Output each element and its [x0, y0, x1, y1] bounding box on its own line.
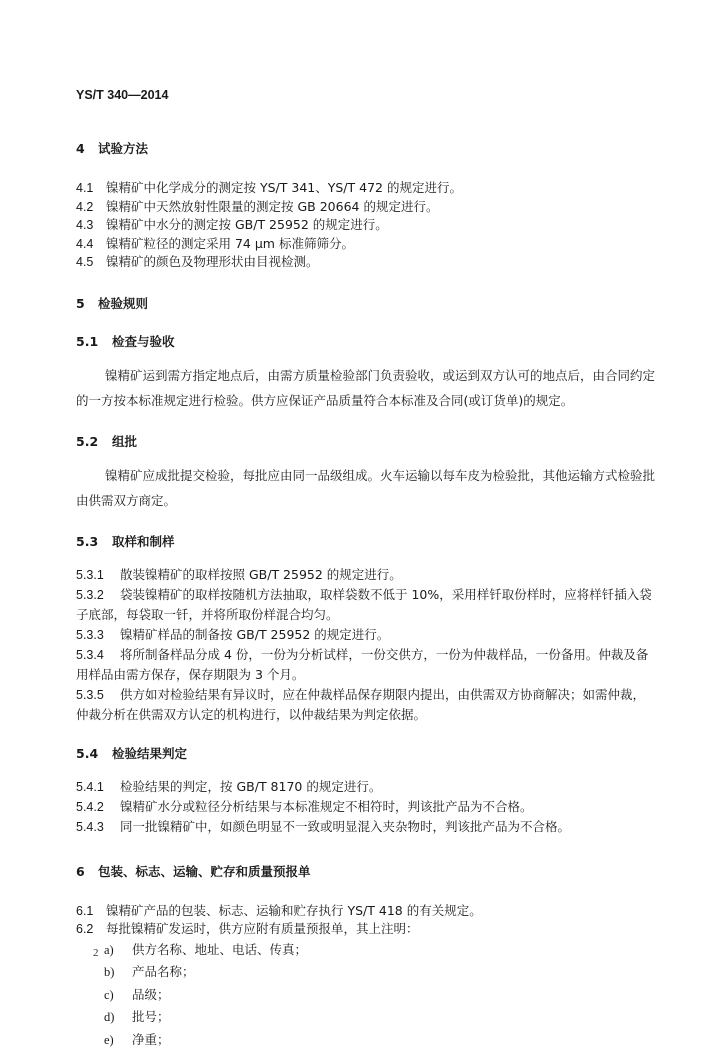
item-text: 镍精矿样品的制备按 GB/T 25952 的规定进行。	[120, 627, 389, 642]
subsection-title: 检查与验收	[112, 333, 175, 351]
section-5-heading	[76, 295, 656, 313]
enum-text: 净重；	[132, 1029, 170, 1051]
list-item	[76, 216, 656, 235]
item-text: 每批镍精矿发运时，供方应附有质量预报单，其上注明：	[106, 920, 656, 939]
list-item	[76, 645, 656, 685]
subsection-5-2-heading	[76, 433, 656, 451]
list-item	[76, 253, 656, 272]
subsection-title: 组批	[112, 433, 137, 451]
subsection-number: 5.3	[76, 533, 112, 551]
paragraph: 镍精矿运到需方指定地点后，由需方质量检验部门负责验收，或运到双方认可的地点后，由合同约定的一方按本标准规定进行检验。供方应保证产品质量符合本标准及合同(或订货单)的规定。	[76, 363, 656, 413]
enum-label: b)	[104, 962, 132, 984]
list-item	[76, 777, 656, 797]
list-item	[76, 198, 656, 217]
item-text: 镍精矿中水分的测定按 GB/T 25952 的规定进行。	[106, 216, 656, 235]
list-item	[76, 920, 656, 939]
subsection-5-4-heading	[76, 745, 656, 763]
item-number: 6.1	[76, 902, 106, 921]
item-text: 同一批镍精矿中，如颜色明显不一致或明显混入夹杂物时，判该批产品为不合格。	[120, 819, 570, 834]
item-number: 6.2	[76, 920, 106, 939]
item-number: 5.4.3	[76, 817, 120, 837]
section-title: 试验方法	[98, 140, 148, 158]
item-text: 袋装镍精矿的取样按随机方法抽取，取样袋数不低于 10%，采用样钎取份样时，应将样钎插入袋子底部，每袋取一钎，并将所取份样混合均匀。	[76, 587, 652, 622]
item-number: 5.3.5	[76, 685, 120, 705]
subsection-title: 检验结果判定	[112, 745, 187, 763]
subsection-5-1-heading	[76, 333, 656, 351]
subsection-number: 5.2	[76, 433, 112, 451]
paragraph: 镍精矿应成批提交检验，每批应由同一品级组成。火车运输以每车皮为检验批，其他运输方式检验批由供需双方商定。	[76, 463, 656, 513]
item-text: 镍精矿中化学成分的测定按 YS/T 341、YS/T 472 的规定进行。	[106, 179, 656, 198]
enum-item	[76, 961, 656, 984]
subsection-number: 5.4	[76, 745, 112, 763]
enum-text: 供方名称、地址、电话、传真；	[132, 939, 307, 961]
document-body	[76, 140, 656, 1051]
enum-item	[76, 984, 656, 1007]
standard-code: YS/T 340—2014	[76, 88, 168, 102]
enum-label: a)	[104, 940, 132, 962]
section-number: 4	[76, 140, 98, 158]
item-number: 5.3.4	[76, 645, 120, 665]
item-text: 散装镍精矿的取样按照 GB/T 25952 的规定进行。	[120, 567, 402, 582]
section-number: 5	[76, 295, 98, 313]
subsection-number: 5.1	[76, 333, 112, 351]
enum-text: 产品名称；	[132, 961, 195, 983]
list-item	[76, 685, 656, 725]
item-number: 4.5	[76, 253, 106, 272]
subsection-5-3-list	[76, 565, 656, 725]
section-title: 包装、标志、运输、贮存和质量预报单	[98, 863, 311, 881]
enum-text: 批号；	[132, 1006, 170, 1028]
item-number: 4.4	[76, 235, 106, 254]
item-number: 5.4.2	[76, 797, 120, 817]
section-4-heading	[76, 140, 656, 158]
enum-label: c)	[104, 985, 132, 1007]
list-item	[76, 817, 656, 837]
item-text: 镍精矿产品的包装、标志、运输和贮存执行 YS/T 418 的有关规定。	[106, 902, 656, 921]
list-item	[76, 625, 656, 645]
enum-item	[76, 1006, 656, 1029]
section-number: 6	[76, 863, 98, 881]
item-text: 检验结果的判定，按 GB/T 8170 的规定进行。	[120, 779, 381, 794]
subsection-title: 取样和制样	[112, 533, 175, 551]
section-6-heading	[76, 863, 656, 881]
item-text: 镍精矿水分或粒径分析结果与本标准规定不相符时，判该批产品为不合格。	[120, 799, 533, 814]
list-item	[76, 902, 656, 921]
subsection-5-4-list	[76, 777, 656, 837]
enum-label: e)	[104, 1030, 132, 1051]
item-number: 4.1	[76, 179, 106, 198]
list-item	[76, 235, 656, 254]
enum-item	[76, 1029, 656, 1051]
enumeration-list	[76, 939, 656, 1051]
item-text: 镍精矿中天然放射性限量的测定按 GB 20664 的规定进行。	[106, 198, 656, 217]
enum-item	[76, 939, 656, 962]
subsection-5-3-heading	[76, 533, 656, 551]
item-number: 5.3.2	[76, 585, 120, 605]
item-number: 5.3.1	[76, 565, 120, 585]
enum-text: 品级；	[132, 984, 170, 1006]
item-text: 镍精矿的颜色及物理形状由目视检测。	[106, 253, 656, 272]
section-title: 检验规则	[98, 295, 148, 313]
list-item	[76, 585, 656, 625]
item-number: 4.3	[76, 216, 106, 235]
enum-label: d)	[104, 1007, 132, 1029]
list-item	[76, 565, 656, 585]
item-text: 将所制备样品分成 4 份，一份为分析试样，一份交供方，一份为仲裁样品，一份备用。仲裁及备用样品由需方保存，保存期限为 3 个月。	[76, 647, 648, 682]
section-6-list	[76, 902, 656, 939]
item-number: 4.2	[76, 198, 106, 217]
page-number: 2	[93, 947, 99, 959]
item-number: 5.3.3	[76, 625, 120, 645]
item-text: 供方如对检验结果有异议时，应在仲裁样品保存期限内提出，由供需双方协商解决；如需仲裁，仲裁分析在供需双方认定的机构进行，以仲裁结果为判定依据。	[76, 687, 645, 722]
item-text: 镍精矿粒径的测定采用 74 μm 标准筛筛分。	[106, 235, 656, 254]
item-number: 5.4.1	[76, 777, 120, 797]
section-4-list	[76, 179, 656, 272]
list-item	[76, 797, 656, 817]
list-item	[76, 179, 656, 198]
